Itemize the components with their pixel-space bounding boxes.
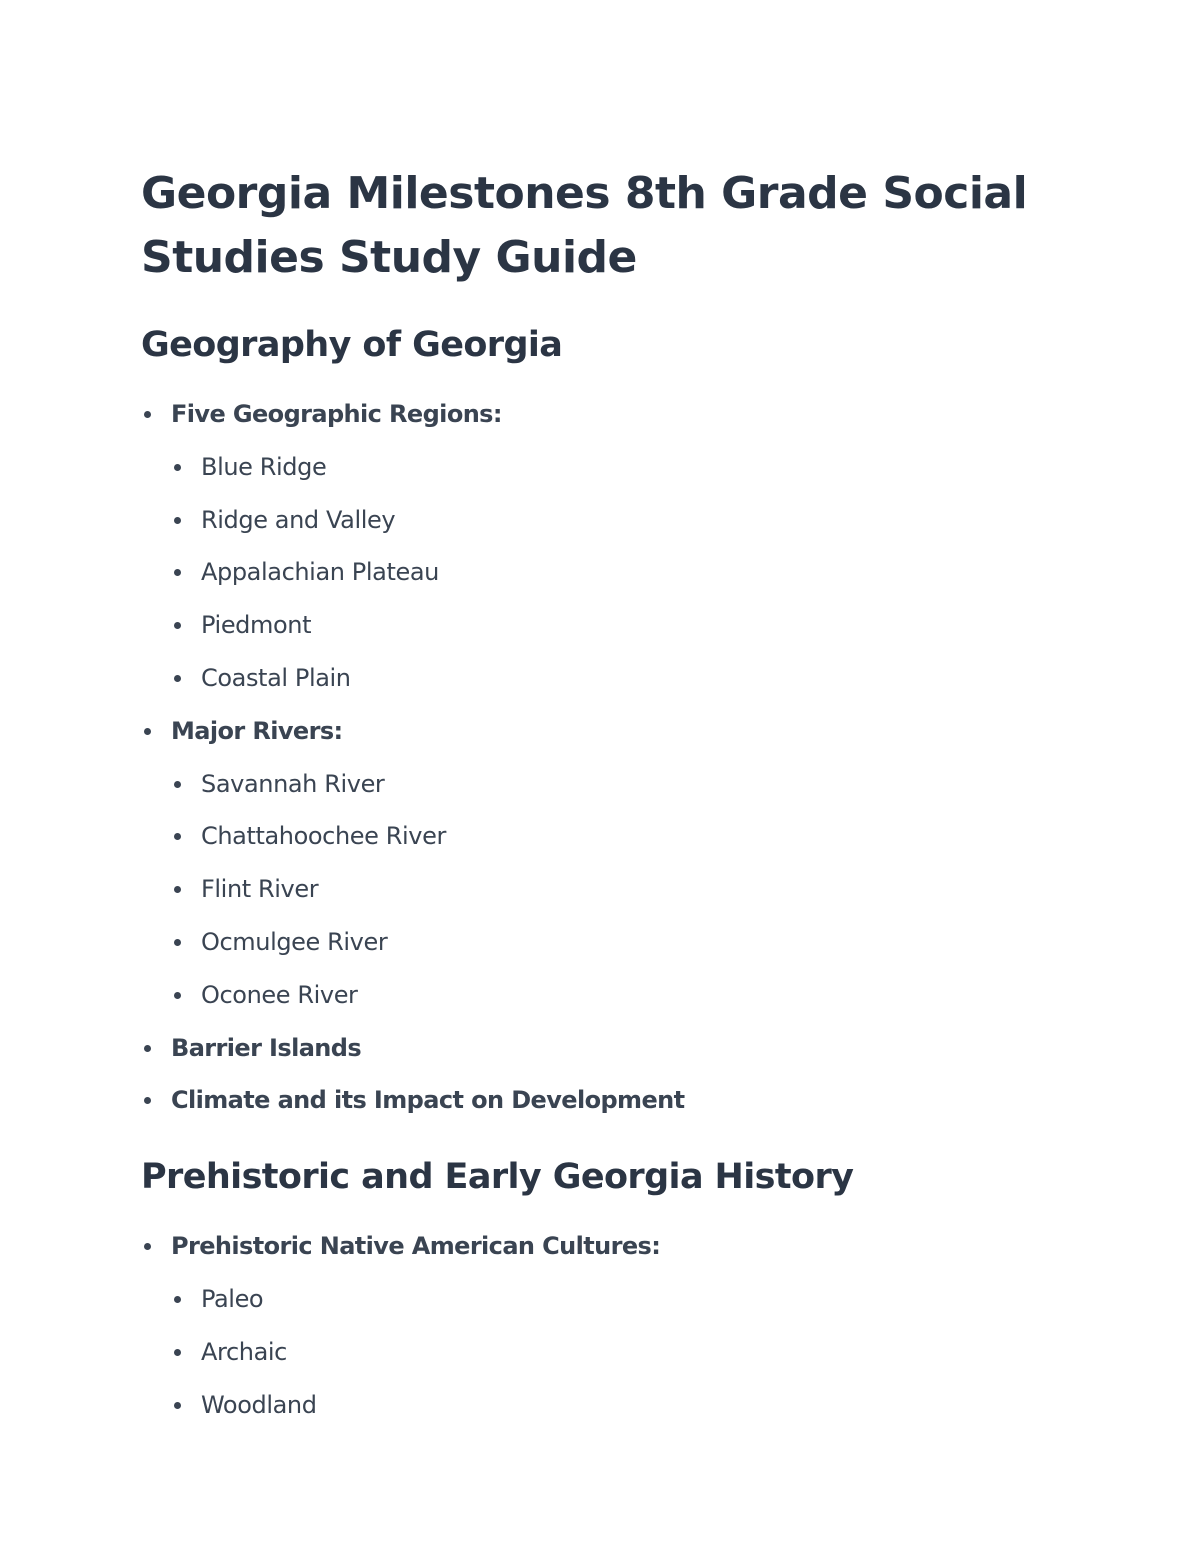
rivers-sublist	[141, 758, 1041, 1022]
list-item-climate	[141, 1074, 1041, 1127]
list-item-native-cultures	[141, 1220, 1041, 1431]
list-item-label: Barrier Islands	[171, 1033, 362, 1062]
sublist-item: Paleo	[141, 1273, 1041, 1326]
geography-list	[141, 388, 1041, 1127]
list-item-label: Prehistoric Native American Cultures:	[171, 1232, 661, 1261]
sublist-item: Flint River	[141, 863, 1041, 916]
sublist-item: Ocmulgee River	[141, 916, 1041, 969]
regions-sublist	[141, 441, 1041, 705]
list-item-label: Major Rivers:	[171, 716, 343, 745]
list-item-barrier-islands	[141, 1022, 1041, 1075]
sublist-item: Blue Ridge	[141, 441, 1041, 494]
list-item-label: Climate and its Impact on Development	[171, 1086, 685, 1115]
document-page	[141, 162, 1041, 1431]
sublist-item: Savannah River	[141, 758, 1041, 811]
sublist-item: Chattahoochee River	[141, 810, 1041, 863]
sublist-item: Ridge and Valley	[141, 494, 1041, 547]
sublist-item: Archaic	[141, 1326, 1041, 1379]
list-item-label: Five Geographic Regions:	[171, 400, 502, 428]
cultures-sublist	[141, 1273, 1041, 1431]
sublist-item: Appalachian Plateau	[141, 546, 1041, 599]
section-heading-prehistoric: Prehistoric and Early Georgia History	[141, 1157, 854, 1198]
list-item-major-rivers	[141, 705, 1041, 1022]
sublist-item: Oconee River	[141, 969, 1041, 1022]
list-item-geographic-regions	[141, 388, 1041, 705]
sublist-item: Woodland	[141, 1379, 1041, 1432]
prehistoric-list	[141, 1220, 1041, 1431]
section-heading-geography: Geography of Georgia	[141, 325, 563, 365]
page-title: Georgia Milestones 8th Grade Social Studies Study Guide	[141, 168, 1028, 283]
sublist-item: Coastal Plain	[141, 652, 1041, 705]
sublist-item: Piedmont	[141, 599, 1041, 652]
